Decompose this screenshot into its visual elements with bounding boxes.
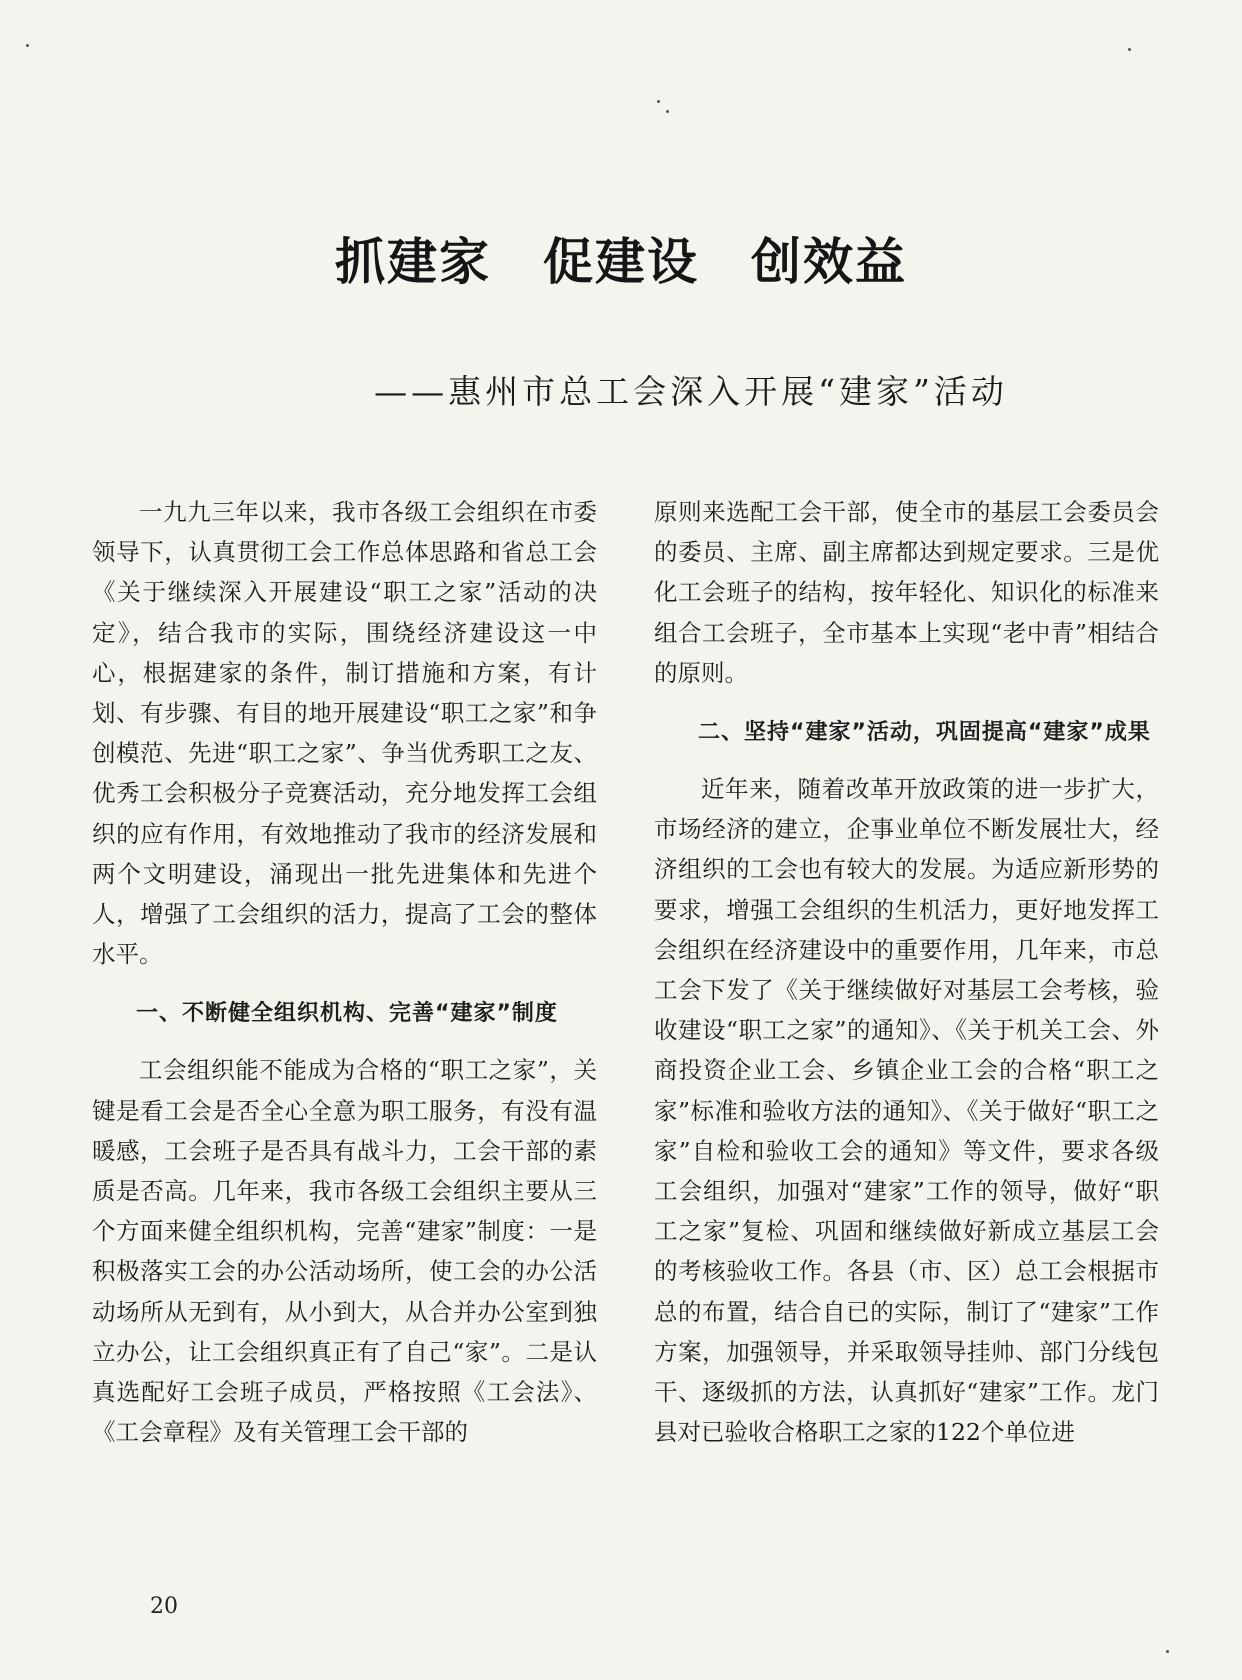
section-heading-2: 二、坚持“建家”活动，巩固提高“建家”成果: [698, 720, 1151, 746]
right-column: [654, 492, 1159, 1452]
page-number: 20: [150, 1594, 178, 1619]
article-title: 抓建家 促建设 创效益: [335, 233, 907, 291]
scan-speck: [1166, 1650, 1169, 1653]
section-1-paragraph-continued: 原则来选配工会干部，使全市的基层工会委员会的委员、主席、副主席都达到规定要求。三是优化工会班子的结构，按年轻化、知识化的标准来组合工会班子，全市基本上实现“老中青”相结合的原则。: [654, 498, 1159, 687]
scan-speck: [657, 100, 660, 103]
scan-speck: [666, 110, 669, 113]
intro-paragraph: 一九九三年以来，我市各级工会组织在市委领导下，认真贯彻工会工作总体思路和省总工会《关于继续深入开展建设“职工之家”活动的决定》，结合我市的实际，围绕经济建设这一中心，根据建家的条件，制订措施和方案，有计划、有步骤、有目的地开展建设“职工之家”和争创模范、先进“职工之家”、争当优秀职工之友、优秀工会积极分子竞赛活动，充分地发挥工会组织的应有作用，有效地推动了我市的经济发展和两个文明建设，涌现出一批先进集体和先进个人，增强了工会组织的活力，提高了工会的整体水平。: [92, 498, 597, 969]
scan-speck: [26, 44, 29, 47]
section-heading-1: 一、不断健全组织机构、完善“建家”制度: [136, 1001, 558, 1027]
left-column: [92, 492, 597, 1452]
section-2-paragraph: 近年来，随着改革开放政策的进一步扩大，市场经济的建立，企事业单位不断发展壮大，经济组织的工会也有较大的发展。为适应新形势的要求，增强工会组织的生机活力，更好地发挥工会组织在经济建设中的重要作用，几年来，市总工会下发了《关于继续做好对基层工会考核，验收建设“职工之家”的通知》、《关于机关工会、外商投资企业工会、乡镇企业工会的合格“职工之家”标准和验收方法的通知》、《关于做好“职工之家”自检和验收工会的通知》等文件，要求各级工会组织，加强对“建家”工作的领导，做好“职工之家”复检、巩固和继续做好新成立基层工会的考核验收工作。各县（市、区）总工会根据市总的布置，结合自已的实际，制订了“建家”工作方案，加强领导，并采取领导挂帅、部门分线包干、逐级抓的方法，认真抓好“建家”工作。龙门县对已验收合格职工之家的122个单位进: [654, 775, 1159, 1447]
article-subtitle: ——惠州市总工会深入开展“建家”活动: [374, 372, 1008, 411]
scan-speck: [1128, 48, 1131, 51]
section-1-paragraph: 工会组织能不能成为合格的“职工之家”，关键是看工会是否全心全意为职工服务，有没有温暖感，工会班子是否具有战斗力，工会干部的素质是否高。几年来，我市各级工会组织主要从三个方面来健全组织机构，完善“建家”制度：一是积极落实工会的办公活动场所，使工会的办公活动场所从无到有，从小到大，从合并办公室到独立办公，让工会组织真正有了自己“家”。二是认真选配好工会班子成员，严格按照《工会法》、《工会章程》及有关管理工会干部的: [92, 1056, 597, 1447]
